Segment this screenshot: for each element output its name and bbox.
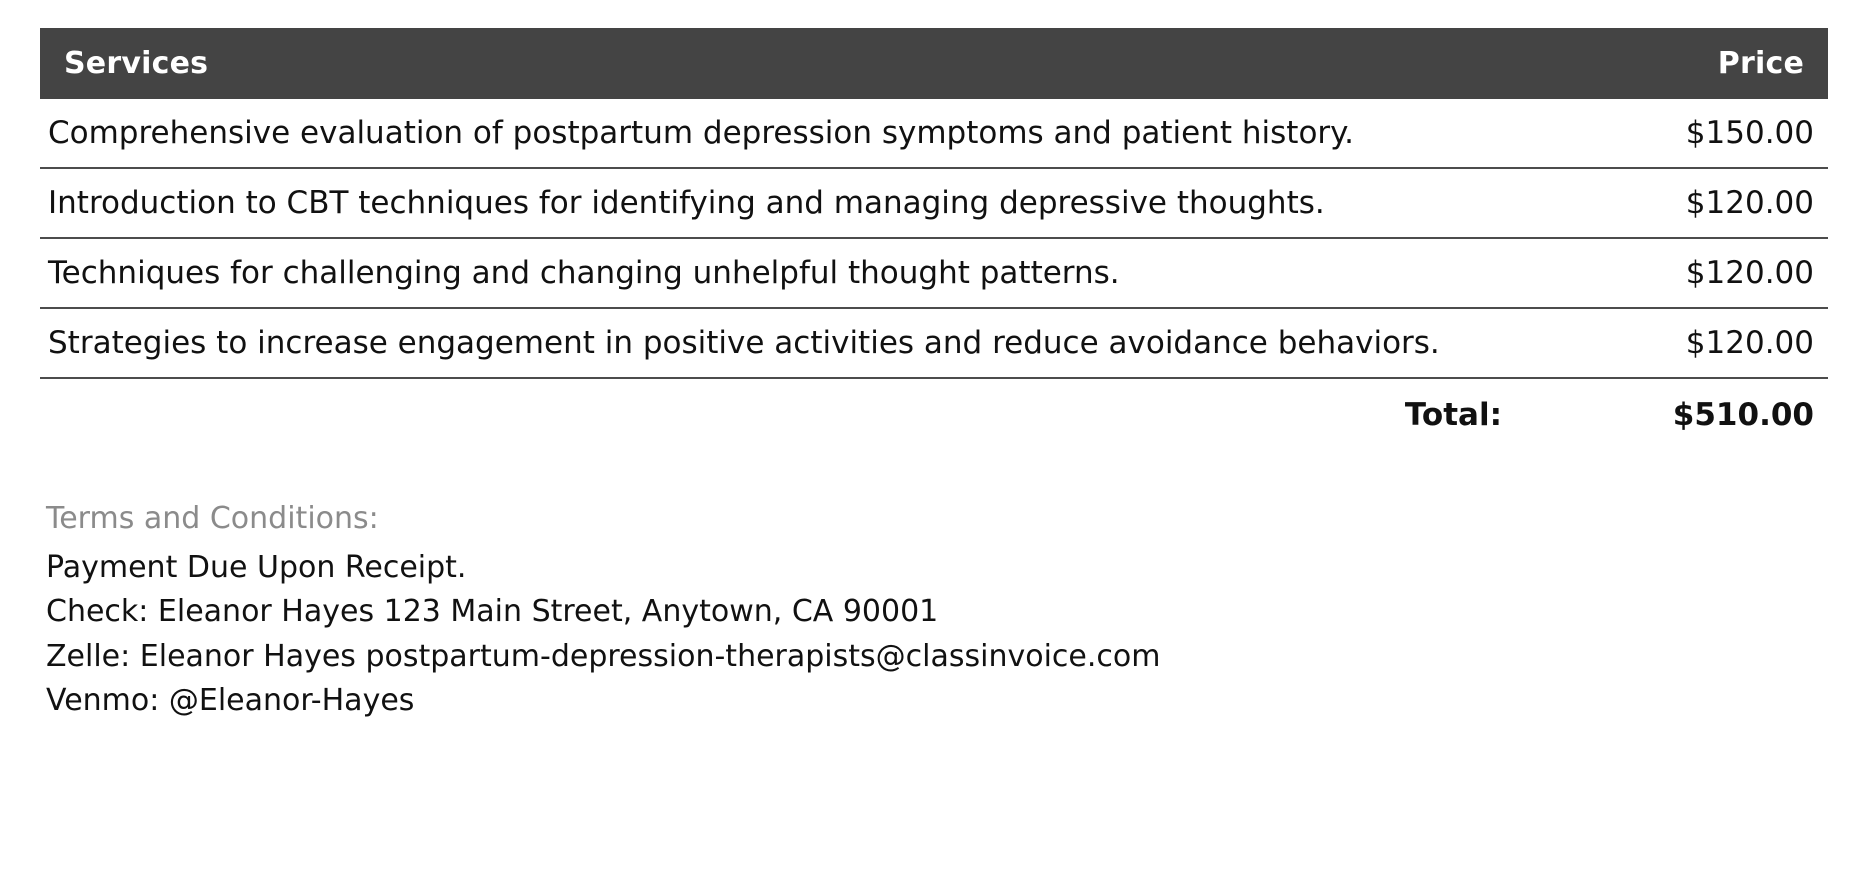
service-price: $120.00 xyxy=(1530,238,1828,308)
table-body xyxy=(40,99,1828,449)
column-header-price: Price xyxy=(1717,46,1804,81)
service-description: Introduction to CBT techniques for identifying and managing depressive thoughts. xyxy=(40,168,1530,238)
terms-title: Terms and Conditions: xyxy=(46,501,379,536)
table-row xyxy=(40,99,1828,168)
terms-and-conditions xyxy=(40,501,1828,724)
service-description: Techniques for challenging and changing unhelpful thought patterns. xyxy=(40,238,1530,308)
table-row xyxy=(40,308,1828,378)
table-header xyxy=(40,28,1828,99)
service-description: Strategies to increase engagement in positive activities and reduce avoidance behaviors. xyxy=(40,308,1530,378)
table-row xyxy=(40,238,1828,308)
service-price: $120.00 xyxy=(1530,168,1828,238)
service-price: $120.00 xyxy=(1530,308,1828,378)
table-header-row xyxy=(40,28,1828,99)
total-value: $510.00 xyxy=(1672,397,1814,433)
total-label: Total: xyxy=(1404,397,1502,433)
total-row xyxy=(40,378,1828,449)
service-price: $150.00 xyxy=(1530,99,1828,168)
column-header-services: Services xyxy=(64,46,209,81)
terms-line-zelle: Zelle: Eleanor Hayes postpartum-depression-therapists@classinvoice.com xyxy=(46,638,1161,674)
invoice-table xyxy=(40,28,1828,449)
terms-line-payment: Payment Due Upon Receipt. xyxy=(46,550,467,585)
table-row xyxy=(40,168,1828,238)
terms-line-check: Check: Eleanor Hayes 123 Main Street, Anytown, CA 90001 xyxy=(46,594,939,630)
terms-line-venmo: Venmo: @Eleanor-Hayes xyxy=(46,683,415,719)
service-description: Comprehensive evaluation of postpartum depression symptoms and patient history. xyxy=(40,99,1530,168)
